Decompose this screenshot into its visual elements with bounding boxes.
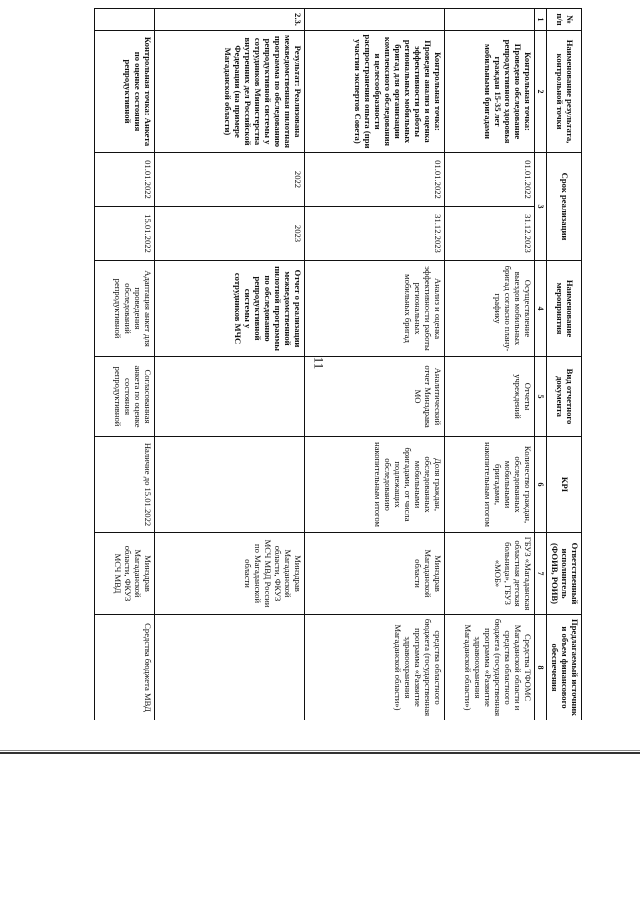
row-executor: Минздрав Магаданской области xyxy=(304,533,444,615)
col-number: 6 xyxy=(534,437,546,533)
row-executor: ГБУЗ «Магаданская областная детская больница», ГБУЗ «МОБ» xyxy=(444,533,534,615)
row-kpi: Наличие до 15.01.2022 xyxy=(94,437,154,533)
col-number: 2 xyxy=(534,31,546,153)
col-number: 3 xyxy=(534,153,546,261)
row-finance: Средства бюджета МВД xyxy=(94,615,154,720)
row-num xyxy=(444,9,534,31)
col-number: 8 xyxy=(534,615,546,720)
rotated-table-container xyxy=(62,8,582,720)
row-activity: Анализ и оценка эффективности работы региональных мобильных бригад xyxy=(304,261,444,357)
row-activity: Отчет о реализации межведомственной пилотной программы по обследованию репродуктивной системы у сотрудников МЧС xyxy=(154,261,304,357)
table-row xyxy=(444,9,534,721)
activities-table xyxy=(94,8,582,720)
row-start: 01.01.2022 xyxy=(444,153,534,207)
row-end: 15.01.2022 xyxy=(94,207,154,261)
row-kpi: Доля граждан, обследованных мобильными бригадами, от числа подлежащих обследованию накопительным итогом xyxy=(304,437,444,533)
row-report: Отчеты учреждений xyxy=(444,357,534,437)
header-result: Наименование результата, контрольной точки xyxy=(547,31,582,153)
row-kpi: Количество граждан, обследованных мобильными бригадами, накопительным итогом xyxy=(444,437,534,533)
row-start: 2022 xyxy=(154,153,304,207)
header-num: № п/п xyxy=(547,9,582,31)
header-report: Вид отчетного документа xyxy=(547,357,582,437)
table-row xyxy=(94,9,154,721)
column-numbers-row xyxy=(534,9,546,721)
row-kpi xyxy=(154,437,304,533)
row-num xyxy=(304,9,444,31)
col-number: 4 xyxy=(534,261,546,357)
page-divider xyxy=(0,750,640,751)
row-executor: Минздрав Магаданской области, ФКУЗ МСЧ МВД xyxy=(94,533,154,615)
table-row xyxy=(304,9,444,721)
rotated-table-inner xyxy=(62,8,582,720)
header-finance: Предлагаемый источник и объем финансового обеспечения xyxy=(547,615,582,720)
table-row xyxy=(154,9,304,721)
row-activity: Адаптация анкет для проведения обследований репродуктивной xyxy=(94,261,154,357)
col-number: 1 xyxy=(534,9,546,31)
col-number: 5 xyxy=(534,357,546,437)
row-result: Контрольная точка: Проведено обследование репродуктивного здоровья граждан 15-35 лет мобильными бригадами xyxy=(444,31,534,153)
header-term: Срок реализации xyxy=(547,153,582,261)
row-start: 01.01.2022 xyxy=(94,153,154,207)
row-num: 2.3. xyxy=(154,9,304,31)
header-activity: Наименование мероприятия xyxy=(547,261,582,357)
row-end: 2023 xyxy=(154,207,304,261)
col-number: 7 xyxy=(534,533,546,615)
page-number: 11 xyxy=(311,356,327,370)
row-num xyxy=(94,9,154,31)
row-result: Контрольная точка: Анкета по оценке состояния репродуктивной xyxy=(94,31,154,153)
row-finance: средства областного бюджета (государственная программа «Развитие здравоохранения Магаданской области») xyxy=(304,615,444,720)
row-start: 01.01.2022 xyxy=(304,153,444,207)
header-kpi: KPI xyxy=(547,437,582,533)
header-executor: Ответственный исполнитель (ФОИВ, РОИВ) xyxy=(547,533,582,615)
row-report: Аналитический отчет Минздрава МО xyxy=(304,357,444,437)
row-finance xyxy=(154,615,304,720)
table-header-row xyxy=(547,9,582,721)
row-report: Согласованная анкета по оценке состояния репродуктивной xyxy=(94,357,154,437)
row-end: 31.12.2023 xyxy=(444,207,534,261)
row-executor: Минздрав Магаданской области, ФКУЗ МСЧ МВД России по Магаданской области xyxy=(154,533,304,615)
row-activity: Осуществление выездов мобильных бригад согласно плану-графику xyxy=(444,261,534,357)
row-end: 31.12.2023 xyxy=(304,207,444,261)
row-result: Контрольная точка: Проведен анализ и оценка эффективности работы региональных мобильных бригад для организации комплексного обследования и целесообразности распространения опыта (при участии экспертов Совета) xyxy=(304,31,444,153)
row-result: Результат: Реализована межведомственная пилотная программа по обследованию репродуктивной системы у сотрудников Министерства внутренних дел Российской Федерации (на примере Магаданской области) xyxy=(154,31,304,153)
page-divider xyxy=(0,752,640,754)
row-report xyxy=(154,357,304,437)
row-finance: Средства ТФОМС Магаданской области и средства областного бюджета (государственная программа «Развитие здравоохранения Магаданской области») xyxy=(444,615,534,720)
